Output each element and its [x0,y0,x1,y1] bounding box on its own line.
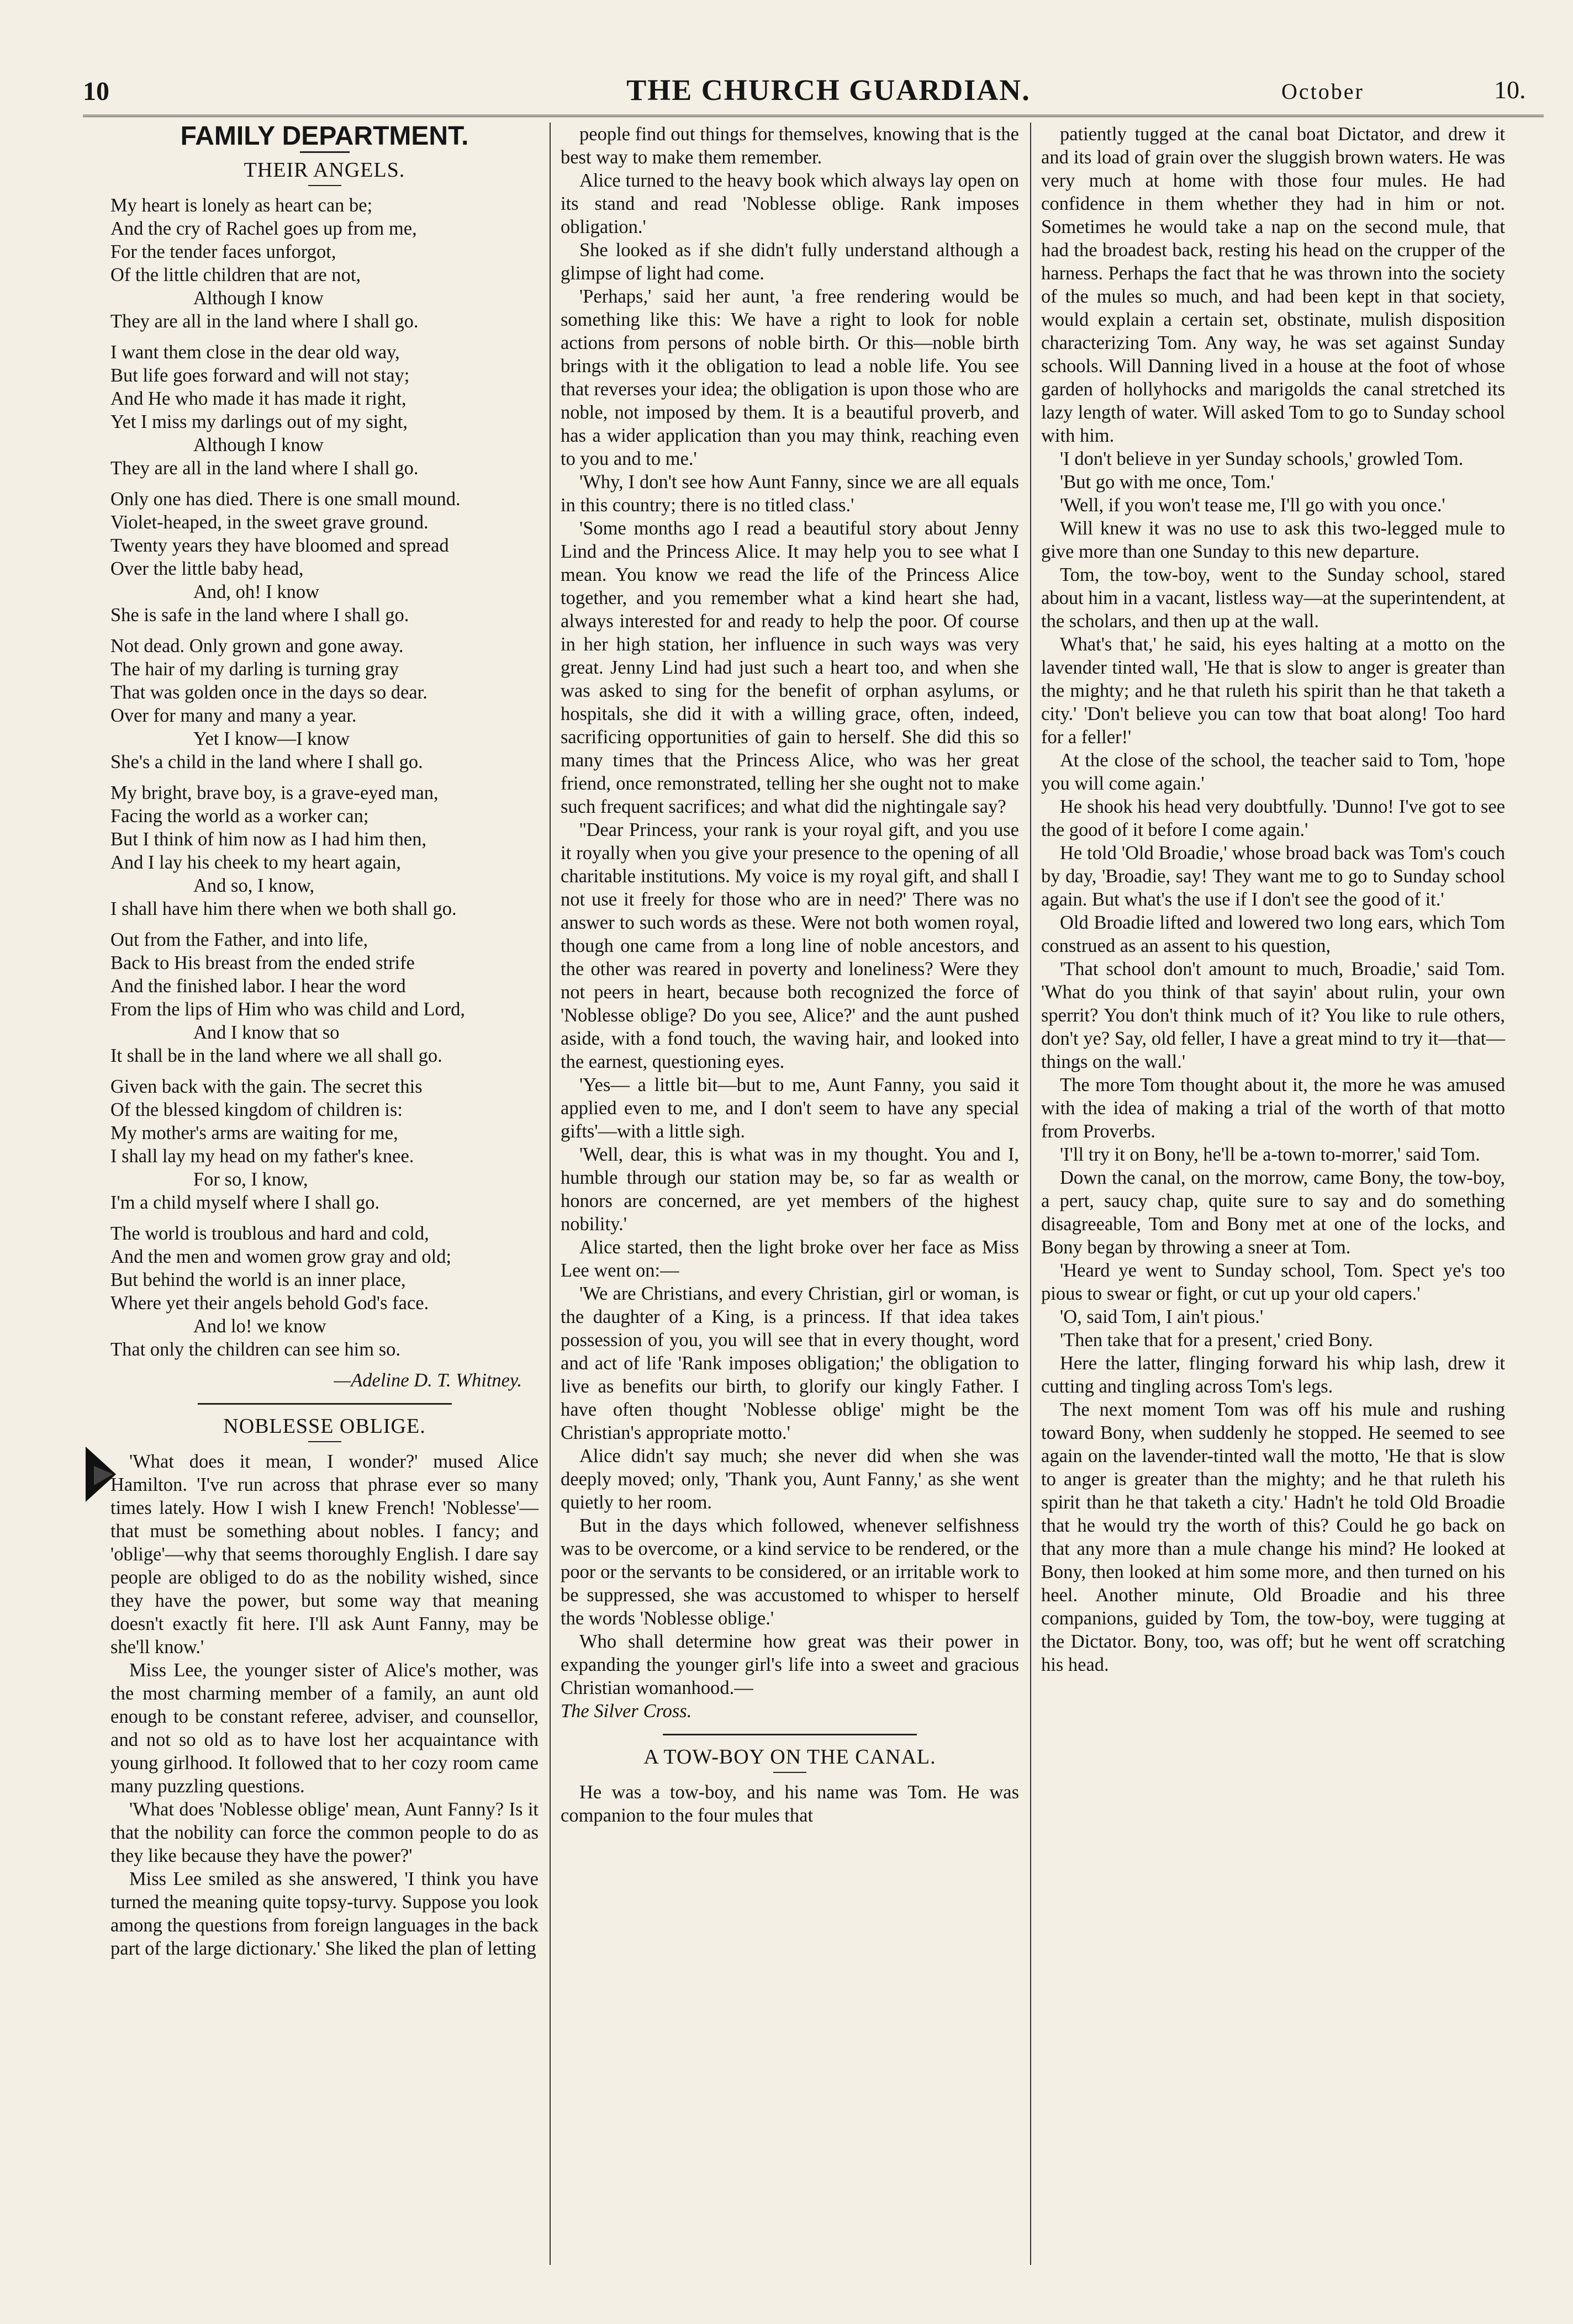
article-title: A TOW-BOY ON THE CANAL. [643,1745,936,1769]
paragraph: 'O, said Tom, I ain't pious.' [1060,1306,1264,1327]
poem-line: But life goes forward and will not stay; [110,365,410,386]
poem-line: From the lips of Him who was child and Lord, [110,999,466,1020]
paragraph: 'What does it mean, I wonder?' mused Alice Hamilton. 'I've run across that phrase ever so many times lately. How I wish I knew French! 'Noblesse'—that must be something about nobles. I fancy; and 'oblige'—why that seems thoroughly English. I dare say people are obliged to do as the nobility wished, since they have the power, but some way that meaning doesn't exactly fit here. I'll ask Aunt Fanny, may be she'll know.' [110,1451,539,1658]
poem-line: I shall have him there when we both shall go. [110,898,457,919]
poem-line: I want them close in the dear old way, [110,342,400,363]
paragraph: Alice didn't say much; she never did when she was deeply moved; only, 'Thank you, Aunt Fanny,' as she went quietly to her room. [561,1446,1019,1513]
article-title: NOBLESSE OBLIGE. [223,1415,426,1438]
poem-line: Although I know [193,435,324,456]
poem-line: It shall be in the land where we all shall go. [110,1045,442,1066]
poem-line: And the finished labor. I hear the word [110,976,406,997]
short-rule [773,1772,806,1773]
paragraph: 'I don't believe in yer Sunday schools,' growled Tom. [1060,448,1464,469]
poem-line: Back to His breast from the ended strife [110,952,415,973]
short-rule [300,151,350,153]
paragraph: Old Broadie lifted and lowered two long ears, which Tom construed as an assent to his question, [1041,912,1505,956]
poem-line: For so, I know, [193,1169,308,1190]
poem-line: Not dead. Only grown and gone away. [110,636,404,657]
poem-line: They are all in the land where I shall go. [110,458,419,479]
paragraph: ''Dear Princess, your rank is your royal gift, and you use it royally when you give your presence to the opening of all charitable institutions. My voice is my royal gift, and shall I not use it freely for those who are in need?' There was no answer to such words as these. Were not both women royal, though one came from a long line of noble ancestors, and the other was reared in poverty and loneliness? Were they not peers in heart, because both recognized the force of 'Noblesse oblige? Do you see, Alice?' and the aunt pushed aside, with a fond touch, the waving hair, and looked into the earnest, questioning eyes. [561,819,1019,1072]
poem-line: And the cry of Rachel goes up from me, [110,218,417,239]
poem-line: Violet-heaped, in the sweet grave ground. [110,512,429,533]
poem-line: And He who made it has made it right, [110,388,407,409]
paragraph: Alice started, then the light broke over her face as Miss Lee went on:— [561,1237,1019,1281]
paragraph: 'Why, I don't see how Aunt Fanny, since we are all equals in this country; there is no titled class.' [561,472,1019,516]
paragraph: Who shall determine how great was their power in expanding the younger girl's life into a sweet and gracious Christian womanhood.— [561,1631,1019,1698]
paragraph: At the close of the school, the teacher said to Tom, 'hope you will come again.' [1041,750,1505,794]
poem-line: She's a child in the land where I shall go. [110,751,423,772]
article-body [561,123,1019,1700]
paragraph: 'Well, dear, this is what was in my thought. You and I, humble through our station may be, so far as wealth or honors are concerned, are yet members of the highest nobility.' [561,1144,1019,1235]
poem-stanza [110,1075,539,1214]
paragraph: people find out things for themselves, knowing that is the best way to make them remember. [561,124,1019,168]
poem-line: For the tender faces unforgot, [110,241,336,262]
poem-line: But I think of him now as I had him then, [110,829,427,850]
page-number: 10 [83,77,109,106]
column-2 [561,123,1019,1827]
paragraph: What's that,' he said, his eyes halting at a motto on the lavender tinted wall, 'He that is slow to anger is greater than the mighty; and he that ruleth his spirit than he that taketh a city.' 'Don't believe you can tow that boat along! Too hard for a feller!' [1041,634,1505,748]
poem-line: Yet I miss my darlings out of my sight, [110,411,408,432]
paragraph: The more Tom thought about it, the more he was amused with the idea of making a trial of the worth of that motto from Proverbs. [1041,1074,1505,1142]
short-rule [308,1441,341,1442]
poem-line: Yet I know—I know [193,728,350,749]
poem-line: My bright, brave boy, is a grave-eyed man, [110,782,439,803]
poem-line: Of the little children that are not, [110,264,361,285]
paragraph: Miss Lee, the younger sister of Alice's mother, was the most charming member of a family, an aunt old enough to be constant referee, adviser, and counsellor, and not so old as to have lost her acquaintance with young girlhood. It followed that to her cozy room came many puzzling questions. [110,1660,539,1797]
column-divider [1030,123,1031,2265]
issue-month: October [1281,79,1364,104]
journal-title: THE CHURCH GUARDIAN. [626,73,1031,107]
poem-title: THEIR ANGELS. [244,158,405,182]
poem-line: That was golden once in the days so dear. [110,682,427,703]
poem-line: Twenty years they have bloomed and spread [110,535,449,556]
poem-line: Only one has died. There is one small mound. [110,489,461,510]
page-mark: 10. [1494,76,1526,104]
poem-line: Facing the world as a worker can; [110,806,369,827]
masthead [83,66,1573,110]
paragraph: He was a tow-boy, and his name was Tom. He was companion to the four mules that [561,1782,1019,1826]
paragraph: Down the canal, on the morrow, came Bony, the tow-boy, a pert, saucy chap, quite sure to say and do something disagreeable, Tom and Bony met at one of the locks, and Bony began by throwing a sneer at Tom. [1041,1167,1505,1258]
poem-stanza [110,781,539,920]
article-body [110,1450,539,1960]
poem-stanza [110,928,539,1067]
paragraph: Alice turned to the heavy book which always lay open on its stand and read 'Noblesse oblige. Rank imposes obligation.' [561,170,1019,237]
masthead-rule [83,115,1544,117]
paragraph: He told 'Old Broadie,' whose broad back was Tom's couch by day, 'Broadie, say! They want me to go to Sunday school again. But what's the use if I don't see the good of it.' [1041,843,1505,910]
article-divider [663,1734,917,1735]
poem-line: Where yet their angels behold God's face. [110,1293,429,1314]
poem-line: And so, I know, [193,875,315,896]
paragraph: The next moment Tom was off his mule and rushing toward Bony, when suddenly he stopped. He seemed to see again on the lavender-tinted wall the motto, 'He that is slow to anger is greater than the mighty; and he that ruleth his spirit than he that taketh a city.' Hadn't he told Old Broadie that he would try the worth of this? Could he go back on that any more than a mule change his mind? He looked at Bony, then looked at him some more, and then turned on his heel. Another minute, Old Broadie and his three companions, guided by Tom, the tow-boy, were tugging at the Dictator. Bony, too, was off; but he went off scratching his head. [1041,1399,1505,1675]
paragraph: patiently tugged at the canal boat Dictator, and drew it and its load of grain over the sluggish brown waters. He was very much at home with those four mules. He had confidence in them whether they had in him or not. Sometimes he would take a nap on the second mule, that had the broadest back, resting his head on the crupper of the harness. Perhaps the fact that he was thrown into the society of the mules so much, and had been kept in that society, would explain a certain set, obstinate, mulish disposition characterizing Tom. Any way, he was set against Sunday schools. Will Danning lived in a house at the foot of whose garden of hollyhocks and marigolds the canal stretched its lazy length of water. Will asked Tom to go to Sunday school with him. [1041,124,1505,446]
poem [110,194,539,1361]
poem-line: My mother's arms are waiting for me, [110,1123,398,1144]
paragraph: 'Well, if you won't tease me, I'll go with you once.' [1060,495,1445,516]
paragraph: Here the latter, flinging forward his whip lash, drew it cutting and tingling across Tom's legs. [1041,1353,1505,1397]
paragraph: 'Perhaps,' said her aunt, 'a free rendering would be something like this: We have a right to look for noble actions from persons of noble birth. Or this—noble birth brings with it the obligation to lead a noble life. You see that reverses your idea; the obligation is upon those who are noble, not imposed by them. It is a beautiful proverb, and has a wider application than you may think, reaching even to you and to me.' [561,286,1019,469]
column-divider [550,123,551,2265]
poem-line: That only the children can see him so. [110,1339,401,1360]
paragraph: 'What does 'Noblesse oblige' mean, Aunt Fanny? Is it that the nobility can force the common people to do as they like because they have the power?' [110,1799,539,1866]
poem-line: But behind the world is an inner place, [110,1269,406,1290]
paragraph: She looked as if she didn't fully understand although a glimpse of light had come. [561,240,1019,284]
article-body [1041,123,1505,1676]
paragraph: But in the days which followed, whenever selfishness was to be overcome, or a kind service to be rendered, or the poor or the servants to be considered, or an irritable work to be suppressed, she was accustomed to whisper to herself the words 'Noblesse oblige.' [561,1515,1019,1629]
poem-line: Over the little baby head, [110,558,304,579]
section-heading: FAMILY DEPARTMENT. [180,121,469,151]
poem-line: And, oh! I know [193,581,320,602]
poem-stanza [110,488,539,627]
poem-line: And lo! we know [193,1316,326,1337]
paragraph: 'Heard ye went to Sunday school, Tom. Spect ye's too pious to swear or fight, or cut up your old capers.' [1041,1260,1505,1304]
paragraph: 'But go with me once, Tom.' [1060,472,1274,493]
paragraph: 'We are Christians, and every Christian, girl or woman, is the daughter of a King, is a princess. If that idea takes possession of you, you will see that in every thought, word and act of life 'Rank imposes obligation;' the obligation to live as benefits our birth, to glorify our kingly Father. I have often thought 'Noblesse oblige' might be the Christian's appropriate motto.' [561,1283,1019,1443]
poem-author: —Adeline D. T. Whitney. [334,1370,522,1391]
poem-line: They are all in the land where I shall go. [110,311,419,332]
article-source: The Silver Cross. [561,1701,692,1722]
paragraph: Tom, the tow-boy, went to the Sunday school, stared about him in a vacant, listless way—at the superintendent, at the scholars, and then up at the wall. [1041,564,1505,632]
poem-line: Out from the Father, and into life, [110,929,368,950]
poem-line: Given back with the gain. The secret this [110,1076,423,1097]
poem-stanza [110,194,539,333]
poem-line: Over for many and many a year. [110,705,357,726]
poem-line: I'm a child myself where I shall go. [110,1192,380,1213]
paragraph: 'Some months ago I read a beautiful story about Jenny Lind and the Princess Alice. It may help you to see what I mean. You know we read the life of the Princess Alice together, and you remember what a kind heart she had, always interested for and ready to help the poor. Of course in her high station, her influence in such ways was very great. Jenny Lind had just such a heart too, and when she was asked to sing for the benefit of orphan asylums, or hospitals, she did it with a willing grace, often, indeed, sacrificing opportunities of gain to herself. She did this so many times that the Princess Alice, who was her great friend, once remonstrated, telling her she ought not to make such frequent sacrifices; and what did the nightingale say? [561,518,1019,817]
article-body [561,1781,1019,1827]
poem-line: She is safe in the land where I shall go. [110,605,409,626]
poem-line: And I lay his cheek to my heart again, [110,852,401,873]
paragraph: 'Then take that for a present,' cried Bony. [1060,1330,1373,1351]
paragraph: 'I'll try it on Bony, he'll be a-town to-morrer,' said Tom. [1060,1144,1480,1165]
poem-line: My heart is lonely as heart can be; [110,195,373,216]
poem-line: The world is troublous and hard and cold, [110,1223,429,1244]
poem-line: Of the blessed kingdom of children is: [110,1099,403,1120]
poem-line: I shall lay my head on my father's knee. [110,1146,414,1167]
paragraph: Will knew it was no use to ask this two-legged mule to give more than one Sunday to this new departure. [1041,518,1505,562]
poem-line: Although I know [193,288,324,309]
poem-line: And I know that so [193,1022,340,1043]
poem-stanza [110,1222,539,1361]
paragraph: 'Yes— a little bit—but to me, Aunt Fanny, you said it applied even to me, and I don't seem to have any special gifts'—with a little sigh. [561,1074,1019,1142]
article-divider [198,1403,452,1405]
poem-stanza [110,634,539,774]
poem-line: And the men and women grow gray and old; [110,1246,452,1267]
paragraph: 'That school don't amount to much, Broadie,' said Tom. 'What do you think of that sayin' about rulin, your own sperrit? You don't think much of it? You like to rule others, don't ye? Say, old feller, I have a great mind to try it—that—things on the wall.' [1041,959,1505,1072]
paragraph: He shook his head very doubtfully. 'Dunno! I've got to see the good of it before I come again.' [1041,796,1505,840]
column-1 [110,123,539,1960]
column-3 [1041,123,1505,1676]
poem-line: The hair of my darling is turning gray [110,659,399,680]
paragraph: Miss Lee smiled as she answered, 'I think you have turned the meaning quite topsy-turvy. Suppose you look among the questions from foreign languages in the back part of the large dictionary.' She liked the plan of letting [110,1868,539,1959]
short-rule [308,185,341,186]
poem-stanza [110,341,539,480]
